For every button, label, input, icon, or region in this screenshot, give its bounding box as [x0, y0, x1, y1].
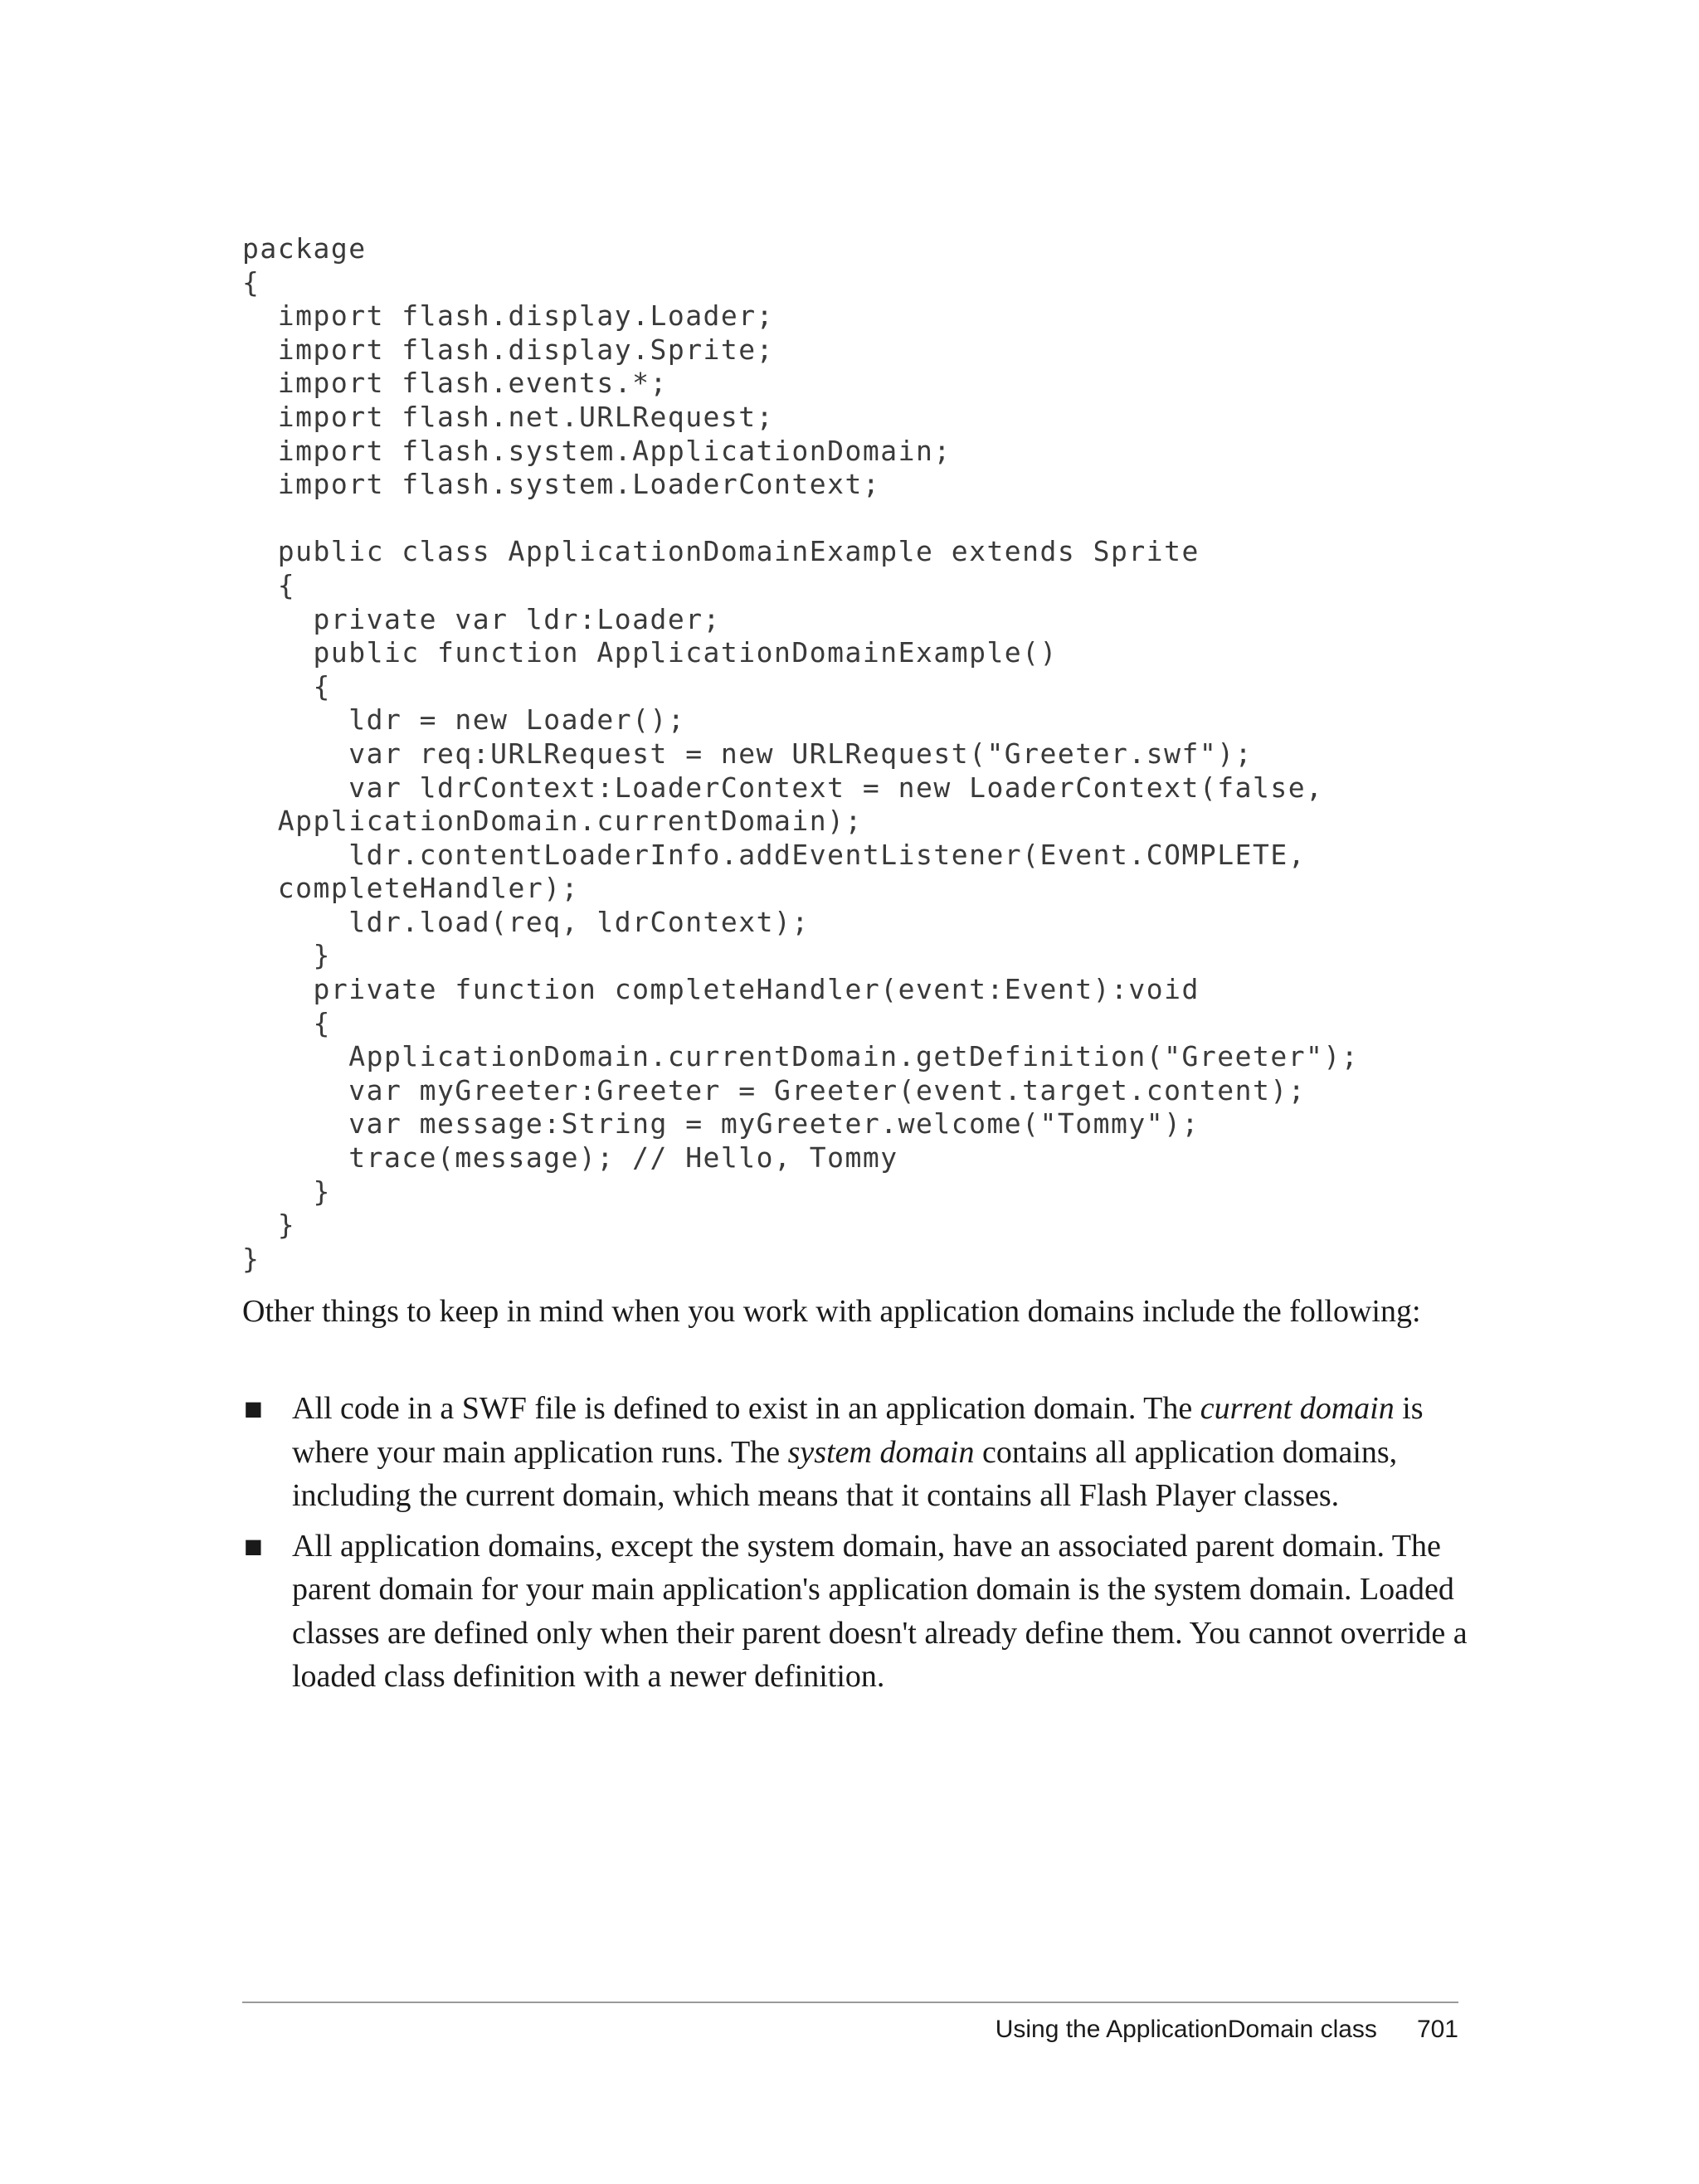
code-line: private var ldr:Loader;: [242, 602, 721, 635]
square-bullet-icon: ■: [244, 1397, 263, 1420]
code-line: ApplicationDomain.currentDomain);: [242, 805, 863, 838]
code-line: private function completeHandler(event:Event):void: [242, 973, 1200, 1006]
term-system-domain: system domain: [787, 1434, 975, 1470]
code-line: trace(message); // Hello, Tommy: [242, 1141, 898, 1175]
intro-paragraph: Other things to keep in mind when you work with application domains include the following:: [242, 1294, 1421, 1329]
page-footer: [996, 2013, 1458, 2046]
bullet-item-current-domain: [242, 1387, 1470, 1518]
code-line: }: [242, 1209, 296, 1242]
code-line: import flash.display.Sprite;: [242, 333, 775, 366]
code-listing: [242, 232, 1470, 1276]
code-blank-line: [242, 502, 1470, 536]
code-line: {: [242, 568, 296, 601]
square-bullet-icon: ■: [244, 1534, 263, 1558]
code-line: }: [242, 939, 331, 972]
code-line: import flash.events.*;: [242, 367, 668, 400]
code-line: import flash.system.ApplicationDomain;: [242, 434, 952, 467]
term-current-domain: current domain: [1200, 1391, 1395, 1426]
code-line: public function ApplicationDomainExample(): [242, 636, 1058, 669]
code-line: ldr.contentLoaderInfo.addEventListener(Event.COMPLETE,: [242, 838, 1307, 871]
code-line: var message:String = myGreeter.welcome("Tommy");: [242, 1107, 1200, 1141]
code-line: var req:URLRequest = new URLRequest("Greeter.swf");: [242, 737, 1253, 770]
code-line: {: [242, 669, 331, 703]
footer-section-title: Using the ApplicationDomain class: [995, 2016, 1377, 2043]
code-line: ldr.load(req, ldrContext);: [242, 905, 810, 938]
code-line: var myGreeter:Greeter = Greeter(event.target.content);: [242, 1073, 1307, 1107]
code-line: ApplicationDomain.currentDomain.getDefinition("Greeter");: [242, 1040, 1360, 1073]
footer-divider: [242, 2002, 1458, 2003]
bullet-item-parent-domain: [242, 1525, 1470, 1699]
code-line: }: [242, 1175, 331, 1208]
code-line: import flash.system.LoaderContext;: [242, 468, 881, 501]
bullet-text-part: contains all application domains, including the current domain, which means that it contains all Flash Player classes.: [292, 1434, 1398, 1513]
code-line: completeHandler);: [242, 872, 579, 905]
code-line: import flash.display.Loader;: [242, 299, 775, 333]
code-line: }: [242, 1242, 260, 1275]
code-line: {: [242, 1006, 331, 1039]
page-number: 701: [1416, 2016, 1458, 2043]
bullet-text-part: is where your main application runs. The: [292, 1391, 1424, 1470]
code-line: package: [242, 232, 367, 265]
code-line: import flash.net.URLRequest;: [242, 400, 775, 433]
code-line: ldr = new Loader();: [242, 703, 686, 737]
code-line: public class ApplicationDomainExample extends Sprite: [242, 535, 1200, 568]
bullet-list: [242, 1387, 1470, 1705]
bullet-text-part: All code in a SWF file is defined to exist in an application domain. The: [292, 1391, 1200, 1426]
code-line: {: [242, 265, 260, 299]
bullet-text: All application domains, except the system domain, have an associated parent domain. The parent domain for your main application's application domain is the system domain. Loaded classes are defined only when their parent doesn't already define them. You cannot override a loaded class definition with a newer definition.: [292, 1528, 1468, 1694]
code-line: var ldrContext:LoaderContext = new LoaderContext(false,: [242, 771, 1324, 804]
